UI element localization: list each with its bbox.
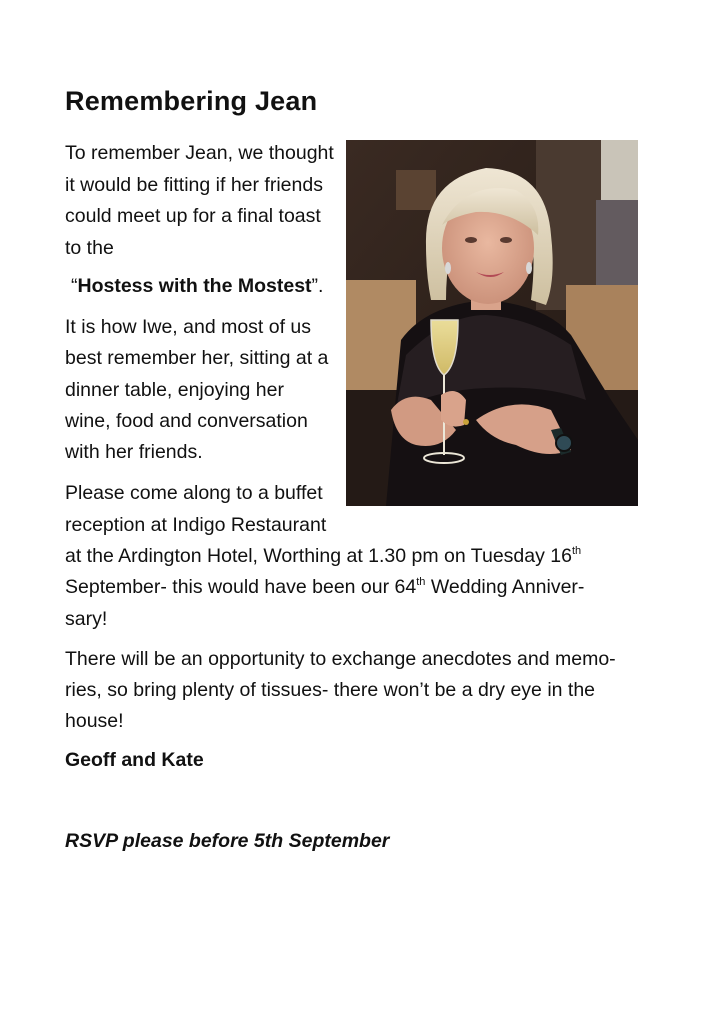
intro-line: could meet up for a final toast: [65, 205, 321, 227]
memory-line: dinner table, enjoying her: [65, 379, 284, 401]
page-title: Remembering Jean: [65, 86, 318, 116]
hostess-line: [71, 274, 323, 298]
memory-line: best remember her, sitting at a: [65, 347, 329, 369]
intro-line: To remember Jean, we thought: [65, 142, 334, 164]
anniversary-suffix: th: [416, 576, 426, 588]
invite-line: reception at Indigo Restaurant: [65, 514, 327, 536]
anniversary-before: September- this would have been our 64: [65, 576, 417, 598]
memory-line: wine, food and conversation: [65, 410, 308, 432]
close-quote: ”.: [311, 275, 324, 297]
hostess-name: Hostess with the Mostest: [77, 275, 312, 297]
date-line: [65, 544, 581, 568]
anecdote-line: house!: [65, 710, 124, 732]
invite-line: Please come along to a buffet: [65, 482, 323, 504]
open-quote: “: [71, 275, 78, 297]
anniversary-line: [65, 575, 584, 599]
anniversary-end-line: sary!: [65, 608, 108, 630]
intro-line: it would be fitting if her friends: [65, 174, 323, 196]
intro-line: to the: [65, 237, 114, 259]
anecdote-line: There will be an opportunity to exchange anecdotes and memo-: [65, 648, 616, 670]
date-text: at the Ardington Hotel, Worthing at 1.30 pm on Tuesday 16: [65, 545, 572, 567]
memory-line: It is how Iwe, and most of us: [65, 316, 312, 338]
photo-of-jean: [346, 140, 638, 506]
date-suffix: th: [571, 545, 582, 557]
memory-line: with her friends.: [65, 441, 203, 463]
anniversary-after: Wedding Anniver-: [425, 576, 585, 598]
signature: Geoff and Kate: [65, 749, 204, 771]
rsvp-note: RSVP please before 5th September: [65, 830, 390, 852]
anecdote-line: ries, so bring plenty of tissues- there won’t be a dry eye in the: [65, 679, 596, 701]
